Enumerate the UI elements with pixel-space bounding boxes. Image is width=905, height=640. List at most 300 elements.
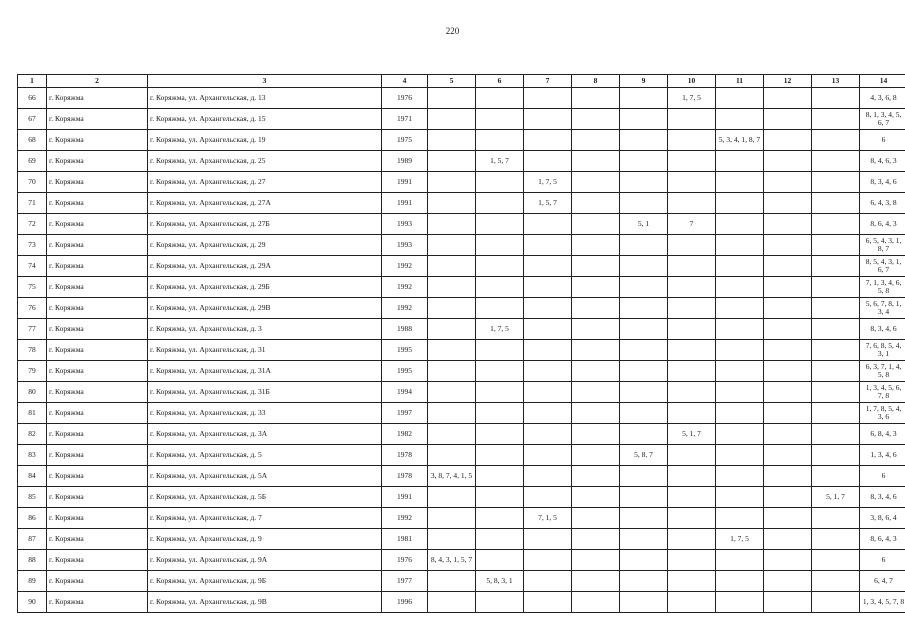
row-number-cell: 72 (18, 214, 47, 235)
col-12-cell (764, 508, 812, 529)
table-row (18, 529, 905, 550)
col-7-cell (524, 235, 572, 256)
address-cell: г. Коряжма, ул. Архангельская, д. 9А (148, 550, 382, 571)
col-6-cell (476, 592, 524, 613)
address-cell: г. Коряжма, ул. Архангельская, д. 9 (148, 529, 382, 550)
col-12-cell (764, 529, 812, 550)
col-13-cell (812, 550, 860, 571)
col-13-cell (812, 151, 860, 172)
table-row (18, 319, 905, 340)
col-9-cell (620, 403, 668, 424)
col-13-cell (812, 508, 860, 529)
col-7-cell (524, 382, 572, 403)
col-7-cell (524, 424, 572, 445)
col-6-cell (476, 424, 524, 445)
col-13-cell (812, 214, 860, 235)
col-10-cell (668, 550, 716, 571)
table-row (18, 571, 905, 592)
col-10-cell (668, 466, 716, 487)
col-11-cell (716, 193, 764, 214)
col-5-cell (428, 256, 476, 277)
col-14-cell: 6, 8, 4, 3 (860, 424, 905, 445)
col-8-cell (572, 487, 620, 508)
col-9-cell (620, 592, 668, 613)
table-row (18, 235, 905, 256)
col-8-cell (572, 235, 620, 256)
col-12-cell (764, 109, 812, 130)
row-number-cell: 83 (18, 445, 47, 466)
col-12-cell (764, 592, 812, 613)
col-12-cell (764, 151, 812, 172)
col-10-cell (668, 592, 716, 613)
col-7-cell (524, 319, 572, 340)
locality-cell: г. Коряжма (47, 382, 148, 403)
col-5-cell (428, 445, 476, 466)
col-6-cell (476, 529, 524, 550)
column-header: 7 (524, 75, 572, 88)
address-cell: г. Коряжма, ул. Архангельская, д. 9В (148, 592, 382, 613)
col-6-cell (476, 172, 524, 193)
table-row (18, 487, 905, 508)
col-7-cell (524, 130, 572, 151)
col-7-cell: 1, 5, 7 (524, 193, 572, 214)
col-5-cell (428, 340, 476, 361)
col-11-cell (716, 298, 764, 319)
locality-cell: г. Коряжма (47, 109, 148, 130)
col-9-cell (620, 361, 668, 382)
row-number-cell: 79 (18, 361, 47, 382)
table-row (18, 214, 905, 235)
col-7-cell (524, 88, 572, 109)
col-14-cell: 6 (860, 130, 905, 151)
col-14-cell: 1, 3, 4, 5, 7, 8 (860, 592, 905, 613)
row-number-cell: 76 (18, 298, 47, 319)
column-header: 3 (148, 75, 382, 88)
table-row (18, 109, 905, 130)
year-cell: 1992 (382, 256, 428, 277)
locality-cell: г. Коряжма (47, 466, 148, 487)
col-10-cell (668, 172, 716, 193)
address-cell: г. Коряжма, ул. Архангельская, д. 27 (148, 172, 382, 193)
address-cell: г. Коряжма, ул. Архангельская, д. 29А (148, 256, 382, 277)
address-cell: г. Коряжма, ул. Архангельская, д. 31Б (148, 382, 382, 403)
year-cell: 1977 (382, 571, 428, 592)
col-9-cell (620, 235, 668, 256)
column-header: 8 (572, 75, 620, 88)
col-7-cell (524, 340, 572, 361)
col-12-cell (764, 172, 812, 193)
col-6-cell (476, 487, 524, 508)
table-row (18, 88, 905, 109)
year-cell: 1997 (382, 403, 428, 424)
col-5-cell (428, 382, 476, 403)
row-number-cell: 74 (18, 256, 47, 277)
col-13-cell (812, 529, 860, 550)
row-number-cell: 77 (18, 319, 47, 340)
col-5-cell (428, 319, 476, 340)
col-8-cell (572, 382, 620, 403)
col-11-cell (716, 550, 764, 571)
table-row (18, 382, 905, 403)
table-row (18, 340, 905, 361)
col-7-cell (524, 403, 572, 424)
address-cell: г. Коряжма, ул. Архангельская, д. 5Б (148, 487, 382, 508)
address-cell: г. Коряжма, ул. Архангельская, д. 5 (148, 445, 382, 466)
col-9-cell: 5, 1 (620, 214, 668, 235)
col-8-cell (572, 403, 620, 424)
col-10-cell (668, 403, 716, 424)
col-11-cell (716, 424, 764, 445)
col-11-cell: 5, 3, 4, 1, 8, 7 (716, 130, 764, 151)
year-cell: 1993 (382, 235, 428, 256)
col-9-cell (620, 298, 668, 319)
col-12-cell (764, 550, 812, 571)
column-header: 5 (428, 75, 476, 88)
col-9-cell (620, 571, 668, 592)
row-number-cell: 87 (18, 529, 47, 550)
table-row (18, 193, 905, 214)
locality-cell: г. Коряжма (47, 340, 148, 361)
col-14-cell: 8, 6, 4, 3 (860, 214, 905, 235)
col-10-cell: 7 (668, 214, 716, 235)
col-14-cell: 3, 8, 6, 4 (860, 508, 905, 529)
col-12-cell (764, 340, 812, 361)
col-8-cell (572, 130, 620, 151)
locality-cell: г. Коряжма (47, 88, 148, 109)
col-12-cell (764, 445, 812, 466)
col-13-cell (812, 340, 860, 361)
col-6-cell (476, 508, 524, 529)
year-cell: 1989 (382, 151, 428, 172)
col-12-cell (764, 235, 812, 256)
table-row (18, 445, 905, 466)
col-9-cell (620, 109, 668, 130)
col-6-cell (476, 109, 524, 130)
year-cell: 1982 (382, 424, 428, 445)
table-row (18, 592, 905, 613)
col-5-cell (428, 424, 476, 445)
col-11-cell: 1, 7, 5 (716, 529, 764, 550)
col-13-cell (812, 424, 860, 445)
col-10-cell (668, 508, 716, 529)
locality-cell: г. Коряжма (47, 193, 148, 214)
col-9-cell (620, 424, 668, 445)
address-cell: г. Коряжма, ул. Архангельская, д. 29 (148, 235, 382, 256)
table-row (18, 277, 905, 298)
col-11-cell (716, 403, 764, 424)
col-13-cell (812, 193, 860, 214)
locality-cell: г. Коряжма (47, 172, 148, 193)
table-row (18, 403, 905, 424)
table-row (18, 172, 905, 193)
col-12-cell (764, 277, 812, 298)
col-11-cell (716, 109, 764, 130)
col-10-cell (668, 487, 716, 508)
col-6-cell (476, 88, 524, 109)
col-8-cell (572, 571, 620, 592)
col-12-cell (764, 319, 812, 340)
col-10-cell (668, 235, 716, 256)
address-cell: г. Коряжма, ул. Архангельская, д. 29В (148, 298, 382, 319)
col-11-cell (716, 235, 764, 256)
col-11-cell (716, 508, 764, 529)
table-row (18, 466, 905, 487)
year-cell: 1991 (382, 487, 428, 508)
col-10-cell (668, 571, 716, 592)
col-5-cell (428, 130, 476, 151)
table-row (18, 508, 905, 529)
col-11-cell (716, 88, 764, 109)
col-8-cell (572, 466, 620, 487)
col-6-cell (476, 214, 524, 235)
col-6-cell (476, 550, 524, 571)
col-6-cell (476, 382, 524, 403)
year-cell: 1978 (382, 466, 428, 487)
year-cell: 1978 (382, 445, 428, 466)
col-6-cell: 5, 8, 3, 1 (476, 571, 524, 592)
col-5-cell (428, 487, 476, 508)
locality-cell: г. Коряжма (47, 277, 148, 298)
column-header: 14 (860, 75, 905, 88)
col-7-cell (524, 592, 572, 613)
col-12-cell (764, 382, 812, 403)
row-number-cell: 88 (18, 550, 47, 571)
col-8-cell (572, 298, 620, 319)
year-cell: 1996 (382, 592, 428, 613)
locality-cell: г. Коряжма (47, 550, 148, 571)
col-11-cell (716, 340, 764, 361)
col-7-cell (524, 487, 572, 508)
col-6-cell (476, 361, 524, 382)
row-number-cell: 89 (18, 571, 47, 592)
column-header: 4 (382, 75, 428, 88)
col-6-cell (476, 445, 524, 466)
row-number-cell: 82 (18, 424, 47, 445)
address-cell: г. Коряжма, ул. Архангельская, д. 25 (148, 151, 382, 172)
col-9-cell (620, 277, 668, 298)
locality-cell: г. Коряжма (47, 487, 148, 508)
address-cell: г. Коряжма, ул. Архангельская, д. 27А (148, 193, 382, 214)
address-cell: г. Коряжма, ул. Архангельская, д. 27Б (148, 214, 382, 235)
address-cell: г. Коряжма, ул. Архангельская, д. 19 (148, 130, 382, 151)
col-8-cell (572, 550, 620, 571)
locality-cell: г. Коряжма (47, 214, 148, 235)
col-5-cell (428, 298, 476, 319)
column-header: 6 (476, 75, 524, 88)
col-7-cell (524, 445, 572, 466)
col-6-cell (476, 235, 524, 256)
col-6-cell (476, 193, 524, 214)
locality-cell: г. Коряжма (47, 445, 148, 466)
col-14-cell: 6, 4, 3, 8 (860, 193, 905, 214)
row-number-cell: 84 (18, 466, 47, 487)
locality-cell: г. Коряжма (47, 298, 148, 319)
locality-cell: г. Коряжма (47, 361, 148, 382)
col-9-cell (620, 130, 668, 151)
column-header: 10 (668, 75, 716, 88)
col-7-cell (524, 571, 572, 592)
col-12-cell (764, 88, 812, 109)
col-6-cell (476, 403, 524, 424)
col-13-cell (812, 109, 860, 130)
year-cell: 1991 (382, 172, 428, 193)
col-12-cell (764, 487, 812, 508)
col-14-cell: 6, 3, 7, 1, 4, 5, 8 (860, 361, 905, 382)
col-5-cell (428, 277, 476, 298)
address-cell: г. Коряжма, ул. Архангельская, д. 31А (148, 361, 382, 382)
col-11-cell (716, 487, 764, 508)
col-5-cell (428, 403, 476, 424)
year-cell: 1992 (382, 508, 428, 529)
year-cell: 1976 (382, 550, 428, 571)
col-6-cell (476, 466, 524, 487)
col-14-cell: 6 (860, 550, 905, 571)
col-8-cell (572, 445, 620, 466)
col-13-cell (812, 319, 860, 340)
col-11-cell (716, 361, 764, 382)
col-14-cell: 7, 1, 3, 4, 6, 5, 8 (860, 277, 905, 298)
locality-cell: г. Коряжма (47, 130, 148, 151)
col-7-cell (524, 466, 572, 487)
col-7-cell (524, 298, 572, 319)
year-cell: 1971 (382, 109, 428, 130)
year-cell: 1988 (382, 319, 428, 340)
locality-cell: г. Коряжма (47, 151, 148, 172)
row-number-cell: 90 (18, 592, 47, 613)
col-13-cell (812, 130, 860, 151)
col-6-cell: 1, 7, 5 (476, 319, 524, 340)
col-14-cell: 6 (860, 466, 905, 487)
col-14-cell: 6, 5, 4, 3, 1, 8, 7 (860, 235, 905, 256)
col-5-cell (428, 529, 476, 550)
col-11-cell (716, 382, 764, 403)
col-9-cell (620, 529, 668, 550)
row-number-cell: 78 (18, 340, 47, 361)
col-13-cell (812, 88, 860, 109)
col-8-cell (572, 277, 620, 298)
row-number-cell: 66 (18, 88, 47, 109)
address-cell: г. Коряжма, ул. Архангельская, д. 5А (148, 466, 382, 487)
address-cell: г. Коряжма, ул. Архангельская, д. 33 (148, 403, 382, 424)
col-11-cell (716, 214, 764, 235)
col-10-cell: 5, 1, 7 (668, 424, 716, 445)
col-9-cell (620, 319, 668, 340)
col-13-cell (812, 403, 860, 424)
col-9-cell (620, 172, 668, 193)
col-10-cell (668, 382, 716, 403)
col-14-cell: 8, 4, 6, 3 (860, 151, 905, 172)
col-9-cell (620, 550, 668, 571)
col-5-cell: 8, 4, 3, 1, 5, 7 (428, 550, 476, 571)
col-8-cell (572, 256, 620, 277)
col-12-cell (764, 466, 812, 487)
col-7-cell: 1, 7, 5 (524, 172, 572, 193)
year-cell: 1992 (382, 298, 428, 319)
locality-cell: г. Коряжма (47, 256, 148, 277)
locality-cell: г. Коряжма (47, 403, 148, 424)
col-14-cell: 1, 3, 4, 5, 6, 7, 8 (860, 382, 905, 403)
col-13-cell (812, 277, 860, 298)
col-11-cell (716, 319, 764, 340)
col-14-cell: 4, 3, 6, 8 (860, 88, 905, 109)
locality-cell: г. Коряжма (47, 529, 148, 550)
table-row (18, 256, 905, 277)
col-7-cell (524, 109, 572, 130)
col-12-cell (764, 256, 812, 277)
col-14-cell: 1, 3, 4, 6 (860, 445, 905, 466)
col-8-cell (572, 424, 620, 445)
col-13-cell: 5, 1, 7 (812, 487, 860, 508)
col-9-cell (620, 340, 668, 361)
col-5-cell (428, 172, 476, 193)
table-row (18, 130, 905, 151)
locality-cell: г. Коряжма (47, 235, 148, 256)
col-12-cell (764, 214, 812, 235)
col-9-cell (620, 193, 668, 214)
col-5-cell (428, 571, 476, 592)
col-8-cell (572, 151, 620, 172)
address-cell: г. Коряжма, ул. Архангельская, д. 13 (148, 88, 382, 109)
address-cell: г. Коряжма, ул. Архангельская, д. 29Б (148, 277, 382, 298)
col-10-cell (668, 193, 716, 214)
col-10-cell (668, 256, 716, 277)
header-row (18, 75, 905, 88)
col-10-cell (668, 298, 716, 319)
col-11-cell (716, 445, 764, 466)
col-7-cell (524, 361, 572, 382)
col-5-cell: 3, 8, 7, 4, 1, 5 (428, 466, 476, 487)
table-row (18, 550, 905, 571)
row-number-cell: 68 (18, 130, 47, 151)
row-number-cell: 80 (18, 382, 47, 403)
column-header: 11 (716, 75, 764, 88)
year-cell: 1976 (382, 88, 428, 109)
col-6-cell (476, 256, 524, 277)
col-13-cell (812, 256, 860, 277)
year-cell: 1993 (382, 214, 428, 235)
col-8-cell (572, 172, 620, 193)
col-13-cell (812, 235, 860, 256)
col-10-cell (668, 445, 716, 466)
col-5-cell (428, 214, 476, 235)
table-row (18, 361, 905, 382)
address-cell: г. Коряжма, ул. Архангельская, д. 7 (148, 508, 382, 529)
row-number-cell: 71 (18, 193, 47, 214)
address-cell: г. Коряжма, ул. Архангельская, д. 3 (148, 319, 382, 340)
col-11-cell (716, 592, 764, 613)
col-7-cell: 7, 1, 5 (524, 508, 572, 529)
col-8-cell (572, 193, 620, 214)
column-header: 12 (764, 75, 812, 88)
col-14-cell: 1, 7, 8, 5, 4, 3, 6 (860, 403, 905, 424)
col-12-cell (764, 193, 812, 214)
col-6-cell (476, 298, 524, 319)
col-10-cell (668, 529, 716, 550)
locality-cell: г. Коряжма (47, 571, 148, 592)
row-number-cell: 81 (18, 403, 47, 424)
year-cell: 1995 (382, 361, 428, 382)
col-13-cell (812, 361, 860, 382)
col-5-cell (428, 508, 476, 529)
col-13-cell (812, 445, 860, 466)
col-8-cell (572, 214, 620, 235)
row-number-cell: 85 (18, 487, 47, 508)
col-7-cell (524, 214, 572, 235)
column-header: 1 (18, 75, 47, 88)
col-5-cell (428, 109, 476, 130)
col-13-cell (812, 592, 860, 613)
col-5-cell (428, 88, 476, 109)
